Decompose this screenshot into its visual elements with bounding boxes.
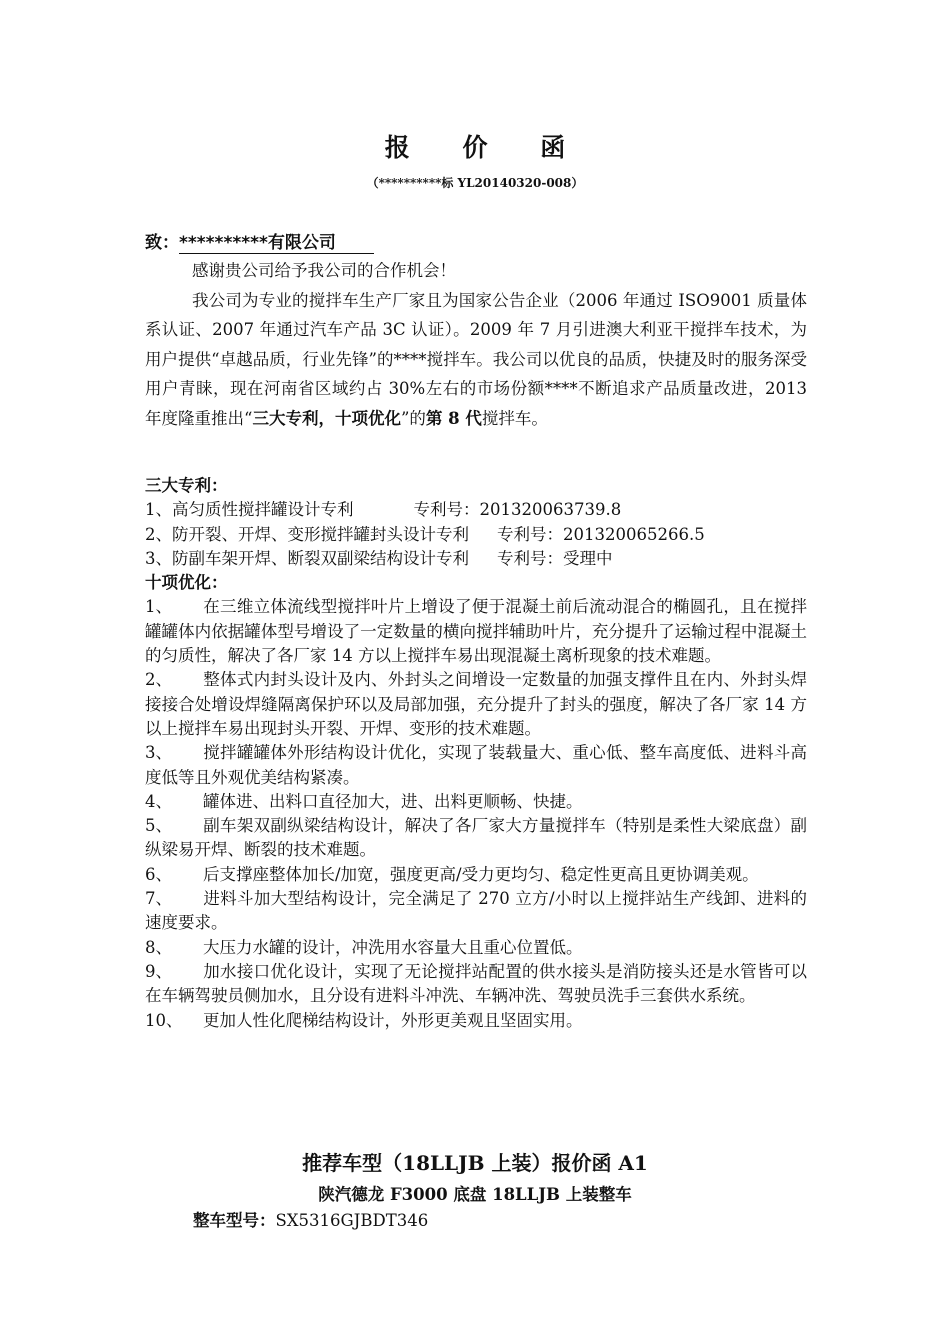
item-text: 加水接口优化设计，实现了无论搅拌站配置的供水接头是消防接头还是水管皆可以在车辆驾驶员侧加水，且分设有进料斗冲洗、车辆冲洗、驾驶员洗手三套供水系统。 [145, 961, 807, 1006]
recipient-label: 致： [145, 233, 179, 253]
model-value: SX5316GJBDT346 [275, 1211, 429, 1230]
item-number: 2、 [145, 670, 172, 690]
intro-section [145, 256, 807, 433]
company-text-middle: ”的 [400, 408, 426, 428]
item-text: 更加人性化爬梯结构设计，外形更美观且坚固实用。 [203, 1010, 583, 1030]
optimization-item [145, 960, 807, 1009]
item-number: 7、 [145, 889, 172, 909]
recipient-company: **********有限公司 [179, 233, 374, 254]
item-text: 搅拌罐罐体外形结构设计优化，实现了装载量大、重心低、整车高度低、进料斗高度低等且外观优美结构紧凑。 [145, 743, 807, 787]
optimization-item [145, 887, 807, 936]
recommend-subtitle: 陕汽德龙 F3000 底盘 18LLJB 上装整车 [318, 1185, 632, 1204]
patent-item [145, 523, 807, 547]
recommend-title: 推荐车型（18LLJB 上装）报价函 A1 [302, 1151, 648, 1175]
item-number: 4、 [145, 791, 172, 811]
highlight-generation: 第 8 代 [425, 408, 482, 428]
optimization-item [145, 936, 807, 960]
item-number: 8、 [145, 937, 172, 957]
patent-name: 3、防副车架开焊、断裂双副梁结构设计专利 [145, 548, 469, 568]
item-text: 副车架双副纵梁结构设计，解决了各厂家大方量搅拌车（特别是柔性大梁底盘）副纵梁易开焊、断裂的技术难题。 [145, 816, 807, 860]
item-number: 9、 [145, 961, 172, 981]
item-text: 大压力水罐的设计，冲洗用水容量大且重心位置低。 [203, 937, 583, 957]
item-number: 5、 [145, 816, 172, 836]
patent-name: 1、高匀质性搅拌罐设计专利 [145, 500, 354, 520]
model-line [193, 1207, 428, 1231]
item-text: 后支撑座整体加长/加宽，强度更高/受力更均匀、稳定性更高且更协调美观。 [203, 864, 759, 884]
recipient-line [145, 228, 374, 254]
document-title: 报 价 函 [384, 133, 588, 162]
optimization-item [145, 741, 807, 790]
item-number: 10、 [145, 1010, 183, 1030]
optimization-item [145, 668, 807, 741]
company-paragraph [145, 286, 807, 434]
features-section [145, 474, 807, 1033]
patent-number: 专利号：受理中 [497, 548, 613, 568]
optimization-item [145, 595, 807, 668]
item-number: 6、 [145, 864, 172, 884]
item-text: 在三维立体流线型搅拌叶片上增设了便于混凝土前后流动混合的椭圆孔，且在搅拌罐罐体内依据罐体型号增设了一定数量的横向搅拌辅助叶片，充分提升了运输过程中混凝土的匀质性，解决了各厂家 14 方以上搅拌车易出现混凝土离析现象的技术难题。 [145, 597, 807, 666]
patent-item [145, 498, 807, 522]
patents-heading: 三大专利： [145, 476, 228, 495]
highlight-patents: 三大专利，十项优化 [252, 408, 401, 428]
optimization-item [145, 790, 807, 814]
company-text: 我公司为专业的搅拌车生产厂家且为国家公告企业（2006 年通过 ISO9001 质量体系认证、2007 年通过汽车产品 3C 认证）。2009 年 7 月引进澳大利亚干搅拌车技术，为用户提供“卓越品质，行业先锋”的****搅拌车。我公司以优良的品质，快捷及时的服务深受用户青睐，现在河南省区域约占 30%左右的市场份额****不断追求产品质量改进，2013 年度隆重推出“ [145, 290, 807, 428]
company-text-end: 搅拌车。 [481, 408, 548, 428]
patent-number: 专利号：201320065266.5 [497, 524, 705, 544]
item-text: 罐体进、出料口直径加大，进、出料更顺畅、快捷。 [203, 791, 583, 811]
item-number: 3、 [145, 743, 172, 763]
patent-number: 专利号：201320063739.8 [413, 500, 622, 520]
item-number: 1、 [145, 597, 172, 617]
thanks-paragraph: 感谢贵公司给予我公司的合作机会！ [192, 261, 456, 280]
patent-item [145, 547, 807, 571]
model-label: 整车型号： [193, 1211, 276, 1230]
patent-name: 2、防开裂、开焊、变形搅拌罐封头设计专利 [145, 524, 469, 544]
optimization-item [145, 814, 807, 863]
item-text: 整体式内封头设计及内、外封头之间增设一定数量的加强支撑件且在内、外封头焊接接合处增设焊缝隔离保护环以及局部加强，充分提升了封头的强度，解决了各厂家 14 方以上搅拌车易出现封头开裂、开焊、变形的技术难题。 [145, 670, 807, 738]
optimizations-heading: 十项优化： [145, 573, 228, 593]
reference-number: （**********标 YL20140320-008） [366, 176, 584, 190]
item-text: 进料斗加大型结构设计，完全满足了 270 立方/小时以上搅拌站生产线卸、进料的速度要求。 [145, 889, 807, 933]
optimization-item [145, 863, 807, 887]
optimization-item [145, 1009, 807, 1033]
